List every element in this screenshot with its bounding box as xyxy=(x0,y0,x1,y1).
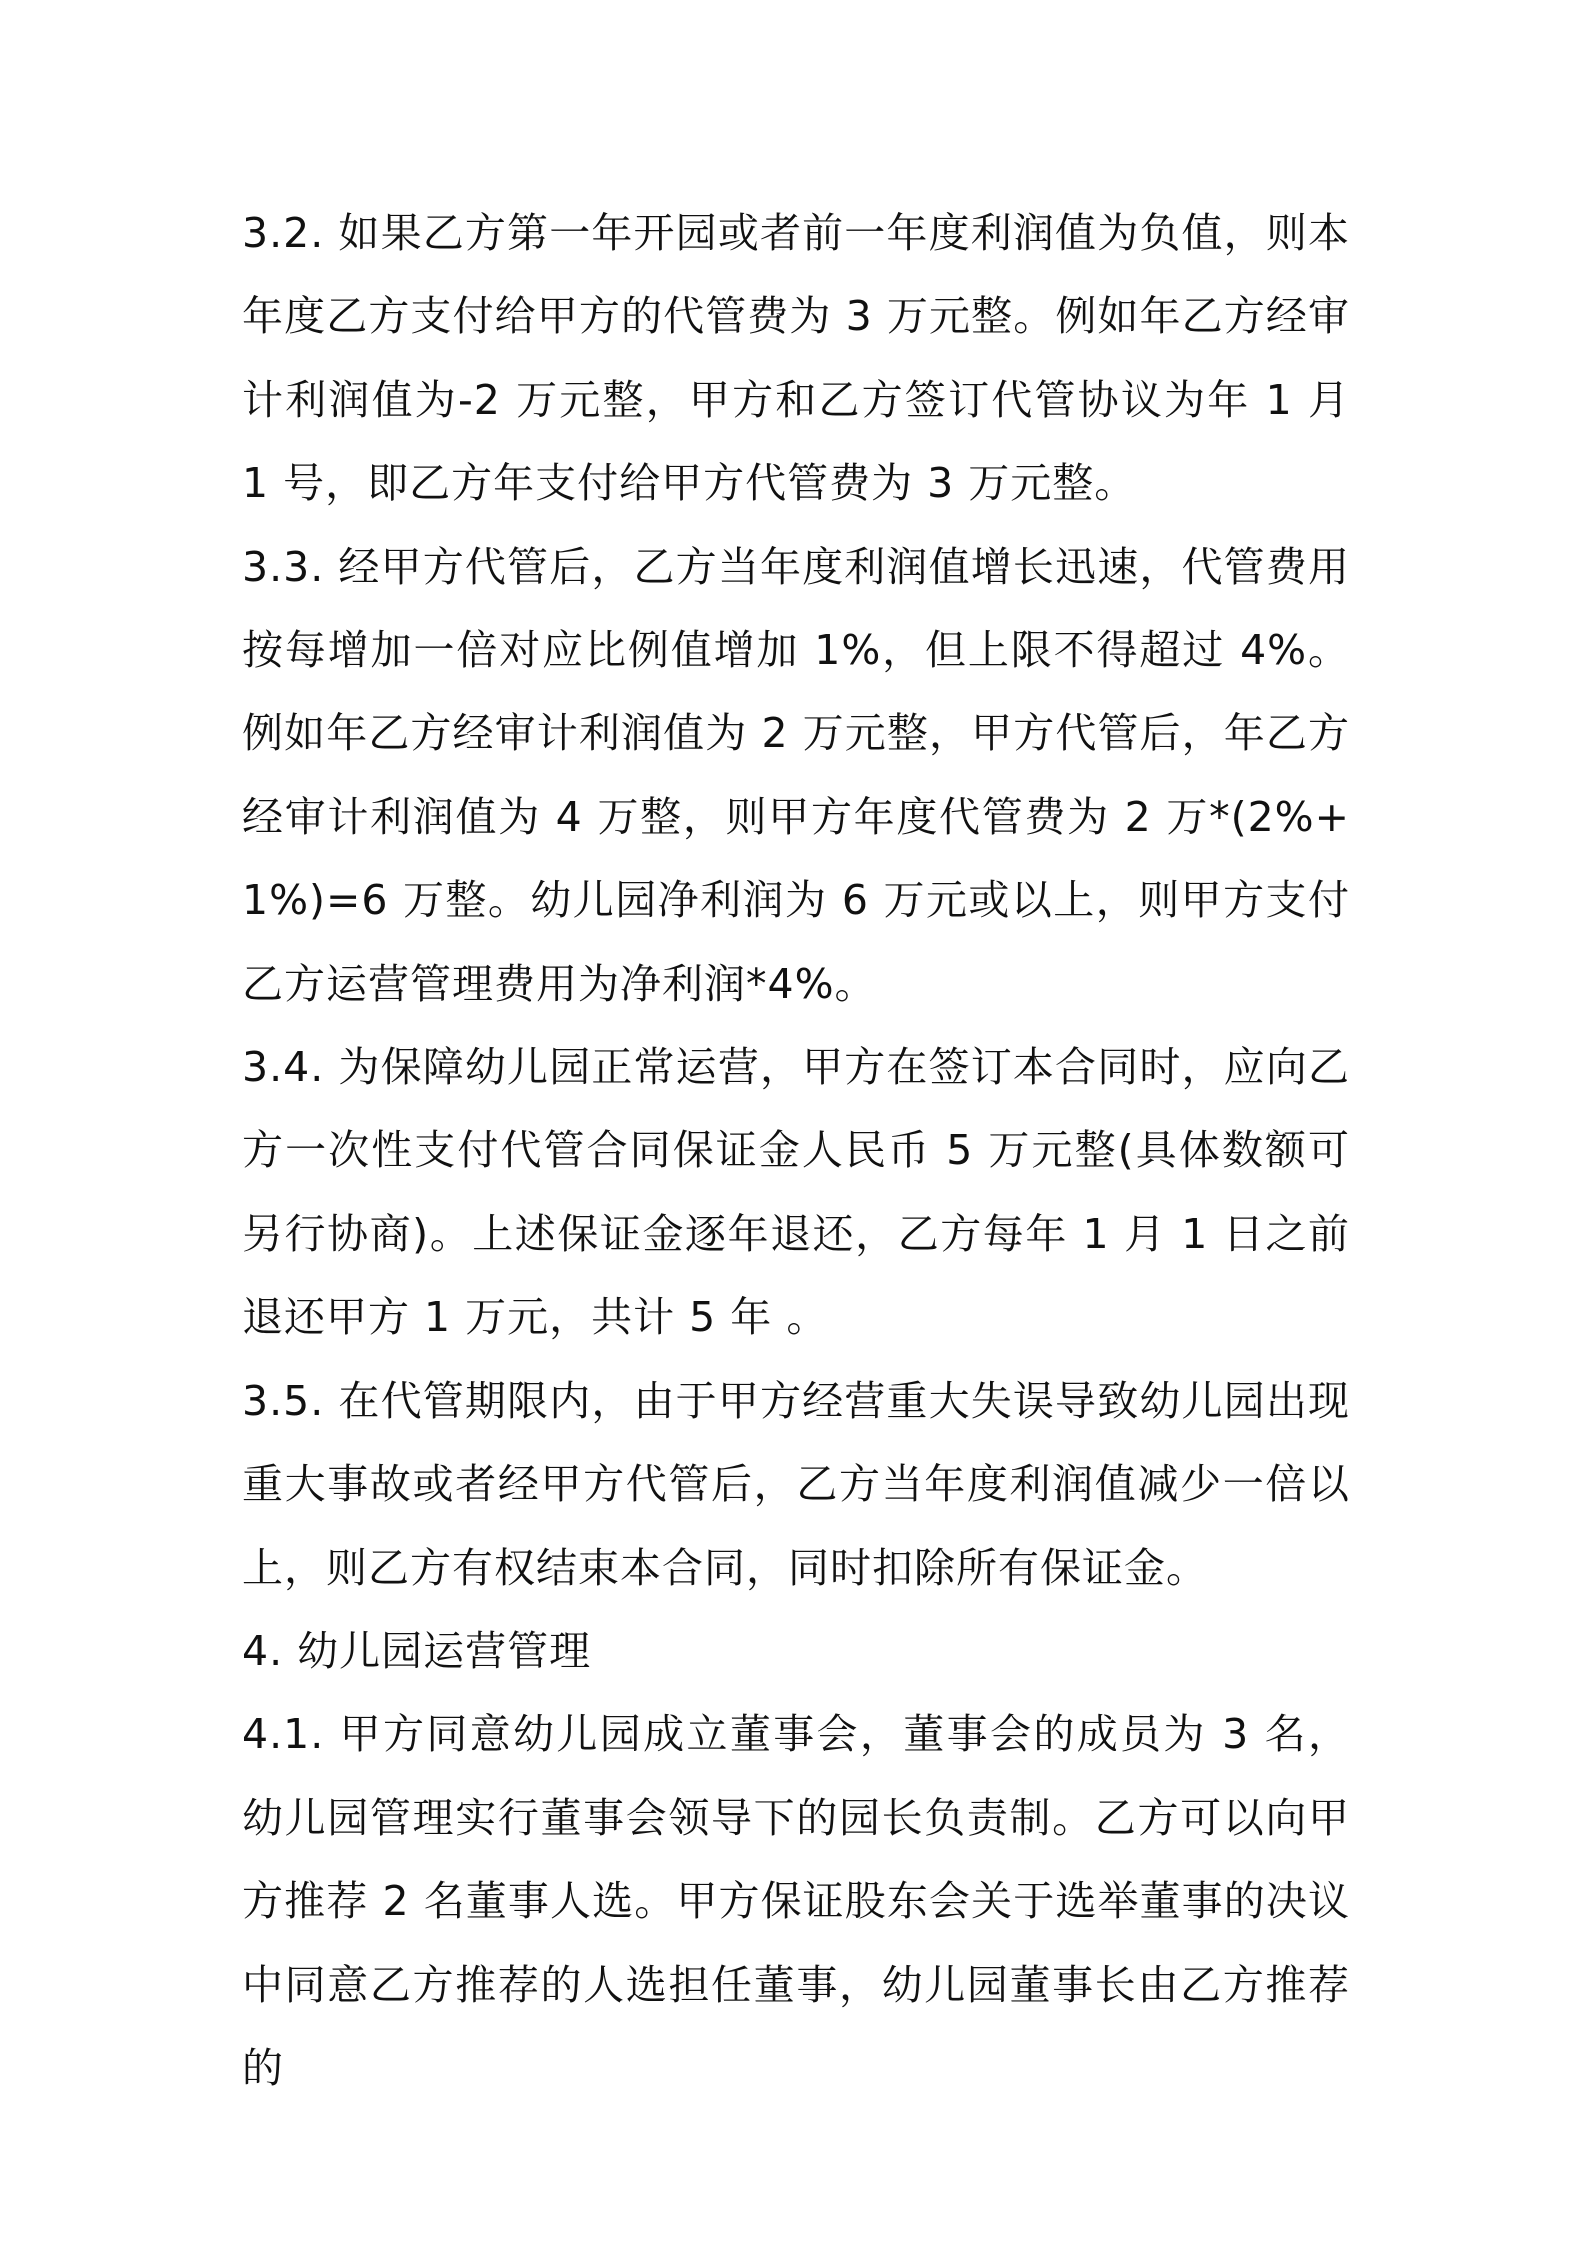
clause-3-4: 3.4. 为保障幼儿园正常运营，甲方在签订本合同时，应向乙方一次性支付代管合同保证金人民币 5 万元整(具体数额可另行协商)。上述保证金逐年退还，乙方每年 1 月 1 日之前退还甲方 1 万元，共计 5 年 。 xyxy=(242,1043,1350,1342)
clause-3-5: 3.5. 在代管期限内，由于甲方经营重大失误导致幼儿园出现重大事故或者经甲方代管后，乙方当年度利润值减少一倍以上，则乙方有权结束本合同，同时扣除所有保证金。 xyxy=(242,1376,1350,1592)
clause-4-1: 4.1. 甲方同意幼儿园成立董事会，董事会的成员为 3 名，幼儿园管理实行董事会领导下的园长负责制。乙方可以向甲方推荐 2 名董事人选。甲方保证股东会关于选举董事的决议中同意乙方推荐的人选担任董事，幼儿园董事长由乙方推荐的 xyxy=(242,1710,1350,2092)
document-body xyxy=(242,192,1350,2110)
clause-3-2: 3.2. 如果乙方第一年开园或者前一年度利润值为负值，则本年度乙方支付给甲方的代管费为 3 万元整。例如年乙方经审计利润值为-2 万元整，甲方和乙方签订代管协议为年 1 月 1 号，即乙方年支付给甲方代管费为 3 万元整。 xyxy=(242,209,1350,508)
clause-3-3: 3.3. 经甲方代管后，乙方当年度利润值增长迅速，代管费用按每增加一倍对应比例值增加 1%，但上限不得超过 4%。例如年乙方经审计利润值为 2 万元整，甲方代管后，年乙方经审计利润值为 4 万整，则甲方年度代管费为 2 万*(2%+1%)=6 万整。幼儿园净利润为 6 万元或以上，则甲方支付乙方运营管理费用为净利润*4%。 xyxy=(242,542,1350,1008)
section-4-heading: 4. 幼儿园运营管理 xyxy=(242,1626,592,1675)
